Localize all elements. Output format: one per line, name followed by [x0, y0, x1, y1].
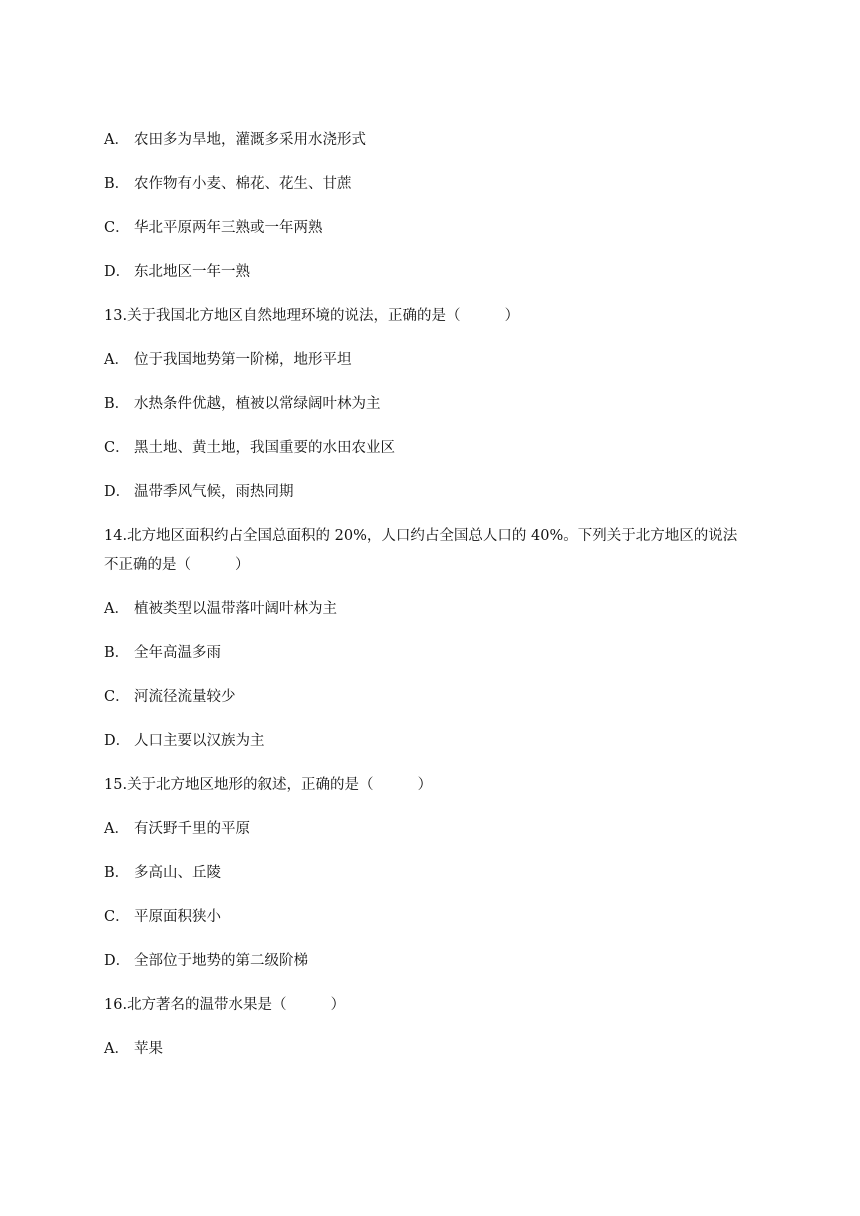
option-text: 有沃野千里的平原 [134, 821, 250, 837]
option-letter: A． [104, 601, 129, 617]
option-letter: A． [104, 1041, 129, 1057]
option-14-d [104, 730, 265, 752]
question-close-paren: ） [235, 557, 250, 573]
option-letter: A． [104, 352, 129, 368]
option-letter: B． [104, 865, 130, 881]
question-text: 关于我国北方地区自然地理环境的说法，正确的是（ [127, 308, 461, 324]
option-letter: D． [104, 484, 131, 500]
option-13-d [104, 481, 294, 503]
option-text: 人口主要以汉族为主 [134, 733, 265, 749]
question-text: 北方地区面积约占全国总面积的 20%，人口约占全国总人口的 40%。下列关于北方地区的说法 [127, 528, 738, 544]
option-text: 农田多为旱地，灌溉多采用水浇形式 [134, 132, 366, 148]
option-letter: B． [104, 645, 130, 661]
option-14-a [104, 598, 337, 620]
question-close-paren: ） [330, 997, 346, 1013]
question-close-paren: ） [417, 777, 433, 793]
option-15-a [104, 818, 250, 840]
option-text: 东北地区一年一熟 [134, 264, 250, 280]
question-14-continuation [104, 554, 250, 576]
question-number: 14. [104, 528, 128, 544]
option-text: 温带季风气候，雨热同期 [134, 484, 294, 500]
question-text: 关于北方地区地形的叙述，正确的是（ [127, 777, 374, 793]
option-12-b [104, 173, 352, 195]
option-14-c [104, 686, 236, 708]
option-text: 农作物有小麦、棉花、花生、甘蔗 [134, 176, 352, 192]
option-letter: B． [104, 176, 130, 192]
option-letter: D． [104, 953, 131, 969]
option-14-b [104, 642, 221, 664]
option-text: 华北平原两年三熟或一年两熟 [134, 220, 323, 236]
option-letter: D． [104, 264, 131, 280]
option-text: 河流径流量较少 [134, 689, 236, 705]
question-text-continuation: 不正确的是（ [104, 557, 191, 573]
option-text: 苹果 [134, 1041, 163, 1057]
option-text: 黑土地、黄土地，我国重要的水田农业区 [134, 440, 395, 456]
option-text: 全年高温多雨 [134, 645, 221, 661]
option-text: 位于我国地势第一阶梯，地形平坦 [134, 352, 352, 368]
option-13-c [104, 437, 395, 459]
question-13 [104, 305, 519, 327]
question-close-paren: ） [504, 308, 520, 324]
question-text: 北方著名的温带水果是（ [127, 997, 287, 1013]
option-text: 植被类型以温带落叶阔叶林为主 [134, 601, 337, 617]
option-13-a [104, 349, 352, 371]
option-15-d [104, 950, 308, 972]
option-15-c [104, 906, 221, 928]
option-letter: D． [104, 733, 131, 749]
question-number: 16. [104, 997, 128, 1013]
option-letter: C． [104, 440, 130, 456]
option-text: 水热条件优越，植被以常绿阔叶林为主 [134, 396, 381, 412]
option-text: 平原面积狭小 [134, 909, 221, 925]
option-letter: A． [104, 821, 129, 837]
question-16 [104, 994, 345, 1016]
question-number: 13. [104, 308, 128, 324]
option-letter: C． [104, 909, 130, 925]
option-13-b [104, 393, 381, 415]
option-letter: C． [104, 689, 130, 705]
question-15 [104, 774, 432, 796]
question-14 [104, 525, 737, 547]
option-text: 全部位于地势的第二级阶梯 [134, 953, 308, 969]
option-letter: B． [104, 396, 130, 412]
option-letter: C． [104, 220, 130, 236]
option-text: 多高山、丘陵 [134, 865, 221, 881]
option-12-a [104, 129, 366, 151]
option-15-b [104, 862, 221, 884]
option-12-d [104, 261, 250, 283]
option-12-c [104, 217, 323, 239]
option-16-a [104, 1038, 163, 1060]
option-letter: A． [104, 132, 129, 148]
question-number: 15. [104, 777, 128, 793]
